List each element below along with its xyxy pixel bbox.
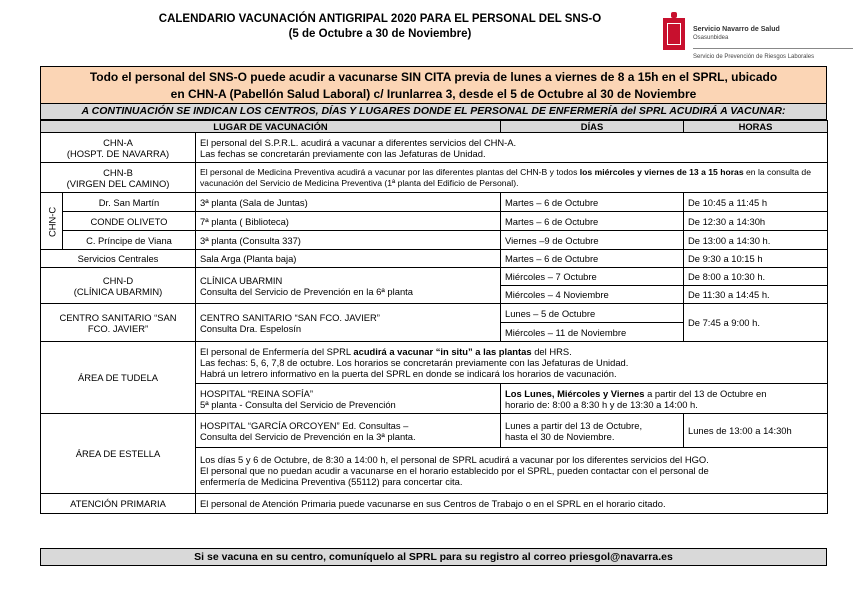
- navarra-shield-icon: [663, 18, 685, 50]
- info-line: Habrá un letrero informativo en la puerta del SPRL en donde se indicará los horarios de vacunación.: [200, 368, 617, 379]
- estella-info: [196, 448, 828, 494]
- place-line: 5ª planta - Consulta del Servicio de Prevención: [200, 398, 396, 410]
- day: Miércoles – 7 Octubre: [501, 268, 684, 286]
- main-notice-banner: [40, 66, 827, 104]
- col-header-dias: DÍAS: [501, 121, 684, 133]
- center-name: C. Príncipe de Viana: [63, 231, 196, 250]
- schedule-text: a partir del 13 de Octubre en: [644, 387, 767, 399]
- row-chn-c-2: [41, 212, 828, 231]
- tudela-schedule: [501, 384, 828, 414]
- document-title: [60, 12, 700, 42]
- chn-c-label: CHN-C: [41, 193, 63, 250]
- place-line: HOSPITAL “GARCÍA ORCOYEN” Ed. Consultas –: [200, 419, 409, 431]
- place: Sala Arga (Planta baja): [196, 250, 501, 268]
- place-line: HOSPITAL “REINA SOFÍA”: [200, 387, 314, 399]
- hour: De 8:00 a 10:30 h.: [684, 268, 828, 286]
- center-subname: (CLÍNICA UBARMIN): [73, 285, 163, 297]
- col-header-lugar: LUGAR DE VACUNACIÓN: [41, 121, 501, 133]
- banner-line-1: Todo el personal del SNS-O puede acudir a vacunarse SIN CITA previa de lunes a viernes de 8 a 15h en el SPRL, ubicado: [89, 70, 778, 84]
- logo-divider: [693, 48, 853, 49]
- info-line: [200, 346, 823, 357]
- footer-notice: Si se vacuna en su centro, comuníquelo al SPRL para su registro al correo priesgol@navarra.es: [40, 548, 827, 566]
- hour: De 10:45 a 11:45 h: [684, 193, 828, 212]
- header-row: [41, 121, 828, 133]
- center-name: Servicios Centrales: [41, 250, 196, 268]
- row-atencion-primaria: [41, 494, 828, 514]
- day: Miércoles – 4 Noviembre: [501, 286, 684, 304]
- info-line: enfermería de Medicina Preventiva (55112) para concertar cita.: [200, 476, 463, 487]
- center-name: Dr. San Martín: [63, 193, 196, 212]
- center-chn-b: [41, 163, 196, 193]
- logo-department: Servicio de Prevención de Riesgos Laborales: [693, 54, 815, 60]
- info-line: Las fechas se concretarán previamente con las Jefaturas de Unidad.: [200, 147, 486, 159]
- place: [196, 414, 501, 448]
- center-subname: (HOSPT. DE NAVARRA): [66, 147, 170, 159]
- sns-logo: [663, 18, 853, 68]
- info-line: El personal que no puedan acudir a vacunarse en el horario establecido por el SPRL, pueden contactar con el personal de: [200, 465, 709, 476]
- row-chn-a: [41, 133, 828, 163]
- row-chn-c-3: [41, 231, 828, 250]
- day: Lunes – 5 de Octubre: [501, 304, 684, 323]
- center-chn-a: [41, 133, 196, 163]
- row-chn-c-1: [41, 193, 828, 212]
- center-subname: (VIRGEN DEL CAMINO): [66, 177, 170, 189]
- area-estella: ÁREA DE ESTELLA: [41, 414, 196, 494]
- center-san-fco: [41, 304, 196, 342]
- row-servicios-centrales: [41, 250, 828, 268]
- banner-line-2: en CHN-A (Pabellón Salud Laboral) c/ Irunlarrea 3, desde el 5 de Octubre al 30 de Noviembre: [170, 87, 697, 101]
- info-text: del HRS.: [531, 346, 572, 357]
- schedule-days: Los Lunes, Miércoles y Viernes: [505, 387, 645, 399]
- info-text-bold: acudirá a vacunar “in situ” a las plantas: [353, 346, 532, 357]
- day: Martes – 6 de Octubre: [501, 250, 684, 268]
- place: 7ª planta ( Biblioteca): [196, 212, 501, 231]
- hour: De 11:30 a 14:45 h.: [684, 286, 828, 304]
- place: [196, 268, 501, 304]
- place: 3ª planta (Consulta 337): [196, 231, 501, 250]
- primaria-info: El personal de Atención Primaria puede vacunarse en sus Centros de Trabajo o en el SPRL en el horario citado.: [196, 494, 828, 514]
- place-line: CENTRO SANITARIO “SAN FCO. JAVIER”: [200, 311, 380, 323]
- table-intro: A CONTINUACIÓN SE INDICAN LOS CENTROS, DÍAS Y LUGARES DONDE EL PERSONAL DE ENFERMERÍA del SPRL ACUDIRÁ A VACUNAR:: [40, 104, 827, 120]
- logo-name: Servicio Navarro de Salud: [693, 26, 780, 33]
- chn-a-info: [196, 133, 828, 163]
- center-subname: FCO. JAVIER”: [87, 322, 149, 334]
- place: [196, 384, 501, 414]
- area-primaria: ATENCIÓN PRIMARIA: [41, 494, 196, 514]
- day-line: hasta el 30 de Noviembre.: [505, 430, 615, 442]
- hour: De 9:30 a 10:15 h: [684, 250, 828, 268]
- center-chn-d: [41, 268, 196, 304]
- hour: De 7:45 a 9:00 h.: [684, 304, 828, 342]
- tudela-info: [196, 342, 828, 384]
- vaccination-schedule-table: [40, 120, 828, 514]
- row-chn-b: [41, 163, 828, 193]
- center-name: CHN-A: [103, 136, 133, 148]
- schedule-line: horario de: 8:00 a 8:30 h y de 13:30 a 14:00 h.: [505, 398, 698, 410]
- info-text: El personal de Enfermería del SPRL: [200, 346, 354, 357]
- info-line: Los días 5 y 6 de Octubre, de 8:30 a 14:00 h, el personal de SPRL acudirá a vacunar por los diferentes servicios del HGO.: [200, 454, 709, 465]
- place-line: Consulta del Servicio de Prevención en la 3ª planta.: [200, 430, 416, 442]
- info-text-bold: los miércoles y viernes de 13 a 15 horas: [579, 166, 744, 177]
- row-tudela-1: [41, 342, 828, 384]
- day: Martes – 6 de Octubre: [501, 193, 684, 212]
- day: Miércoles – 11 de Noviembre: [501, 323, 684, 342]
- row-estella-1: [41, 414, 828, 448]
- place-line: CLÍNICA UBARMIN: [200, 274, 283, 286]
- hour: De 13:00 a 14:30 h.: [684, 231, 828, 250]
- day-line: Lunes a partir del 13 de Octubre,: [505, 419, 643, 431]
- center-name: CHN-D: [102, 274, 134, 286]
- place: 3ª planta (Sala de Juntas): [196, 193, 501, 212]
- center-name: CHN-B: [103, 166, 133, 178]
- logo-subname: Osasunbidea: [693, 35, 729, 41]
- area-tudela: ÁREA DE TUDELA: [41, 342, 196, 414]
- schedule-line: [505, 388, 823, 399]
- chn-b-info: [196, 163, 828, 193]
- place-line: Consulta Dra. Espelosín: [200, 322, 302, 334]
- info-text: El personal de Medicina Preventiva acudirá a vacunar por las diferentes plantas del CHN-B y todos: [200, 166, 580, 177]
- row-chn-d-1: [41, 268, 828, 286]
- place-line: Consulta del Servicio de Prevención en la 6ª planta: [200, 285, 413, 297]
- info-line: Las fechas: 5, 6, 7,8 de octubre. Los horarios se concretarán previamente con las Jefaturas de Unidad.: [200, 357, 629, 368]
- hour: Lunes de 13:00 a 14:30h: [684, 414, 828, 448]
- day: Martes – 6 de Octubre: [501, 212, 684, 231]
- hour: De 12:30 a 14:30h: [684, 212, 828, 231]
- day: Viernes –9 de Octubre: [501, 231, 684, 250]
- row-san-fco-1: [41, 304, 828, 323]
- title-line-2: (5 de Octubre a 30 de Noviembre): [288, 28, 472, 40]
- center-name: CONDE OLIVETO: [63, 212, 196, 231]
- day: [501, 414, 684, 448]
- place: [196, 304, 501, 342]
- col-header-horas: HORAS: [684, 121, 828, 133]
- title-line-1: CALENDARIO VACUNACIÓN ANTIGRIPAL 2020 PARA EL PERSONAL DEL SNS-O: [158, 13, 602, 25]
- center-name: CENTRO SANITARIO “SAN: [59, 311, 177, 323]
- info-line: El personal del S.P.R.L. acudirá a vacunar a diferentes servicios del CHN-A.: [200, 136, 517, 148]
- info-text: en la consulta de vacunación del Servicio de Medicina Preventiva (1ª planta del Edificio de Personal).: [200, 166, 811, 188]
